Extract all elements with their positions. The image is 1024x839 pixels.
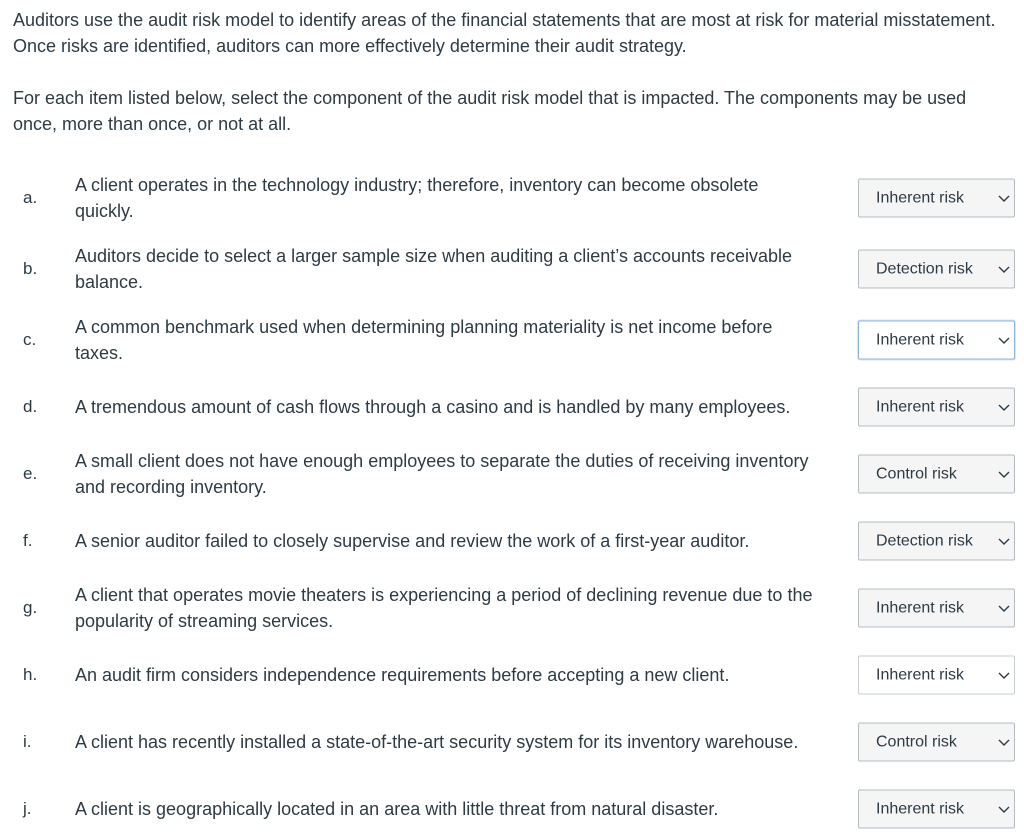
answer-selected-value: Inherent risk [876,398,965,415]
chevron-down-icon [998,537,1010,545]
answer-dropdown-e[interactable] [858,455,1015,494]
answer-selected-value: Inherent risk [876,666,965,683]
item-letter: f. [23,531,33,550]
item-text: A client that operates movie theaters is experiencing a period of declining revenue due to the popularity of streaming services. [75,585,813,631]
question-row-b [0,233,1024,305]
item-letter: e. [23,464,38,483]
chevron-down-icon [998,336,1010,344]
question-row-d [0,371,1024,443]
item-letter: b. [23,259,38,278]
answer-selected-value: Inherent risk [876,800,965,817]
answer-dropdown-d[interactable] [858,388,1015,427]
item-text: A client operates in the technology industry; therefore, inventory can become obsolete quickly. [75,175,759,221]
chevron-down-icon [998,470,1010,478]
item-letter: j. [23,799,32,818]
item-text: A small client does not have enough employees to separate the duties of receiving inventory and recording inventory. [75,451,809,497]
item-letter: g. [23,598,38,617]
chevron-down-icon [998,265,1010,273]
question-row-c [0,304,1024,376]
item-text: An audit firm considers independence requirements before accepting a new client. [75,665,730,685]
answer-selected-value: Inherent risk [876,599,965,616]
answer-dropdown-f[interactable] [858,522,1015,561]
item-text: A senior auditor failed to closely supervise and review the work of a first-year auditor. [75,531,750,551]
item-letter: h. [23,665,38,684]
answer-dropdown-h[interactable] [858,656,1015,695]
item-text: A tremendous amount of cash flows through a casino and is handled by many employees. [75,397,791,417]
answer-selected-value: Detection risk [876,532,973,549]
answer-dropdown-c[interactable] [858,321,1015,360]
answer-dropdown-j[interactable] [858,790,1015,829]
answer-dropdown-g[interactable] [858,589,1015,628]
answer-dropdown-a[interactable] [858,179,1015,218]
question-row-h [0,639,1024,711]
answer-selected-value: Detection risk [876,260,973,277]
intro-paragraph-2: For each item listed below, select the component of the audit risk model that is impacted. The components may be used once, more than once, or not at all. [13,88,967,134]
question-row-i [0,706,1024,778]
item-letter: d. [23,397,38,416]
item-letter: a. [23,188,38,207]
item-letter: i. [23,732,32,751]
answer-selected-value: Inherent risk [876,189,965,206]
item-text: Auditors decide to select a larger sample size when auditing a client’s accounts receivable balance. [75,246,793,292]
chevron-down-icon [998,805,1010,813]
question-row-e [0,438,1024,510]
question-row-a [0,162,1024,234]
answer-selected-value: Inherent risk [876,331,965,348]
answer-dropdown-i[interactable] [858,723,1015,762]
chevron-down-icon [998,604,1010,612]
chevron-down-icon [998,671,1010,679]
question-row-f [0,505,1024,577]
chevron-down-icon [998,194,1010,202]
chevron-down-icon [998,738,1010,746]
question-row-g [0,572,1024,644]
item-letter: c. [23,330,37,349]
intro-paragraph-1: Auditors use the audit risk model to identify areas of the financial statements that are most at risk for material misstatement. Once risks are identified, auditors can more effectively determine their audit strategy. [13,10,996,56]
answer-selected-value: Control risk [876,465,957,482]
question-row-j [0,773,1024,839]
chevron-down-icon [998,403,1010,411]
item-text: A client has recently installed a state-of-the-art security system for its inventory warehouse. [75,732,799,752]
answer-dropdown-b[interactable] [858,250,1015,289]
answer-selected-value: Control risk [876,733,957,750]
item-text: A client is geographically located in an area with little threat from natural disaster. [75,799,719,819]
item-text: A common benchmark used when determining planning materiality is net income before taxes. [75,317,773,363]
